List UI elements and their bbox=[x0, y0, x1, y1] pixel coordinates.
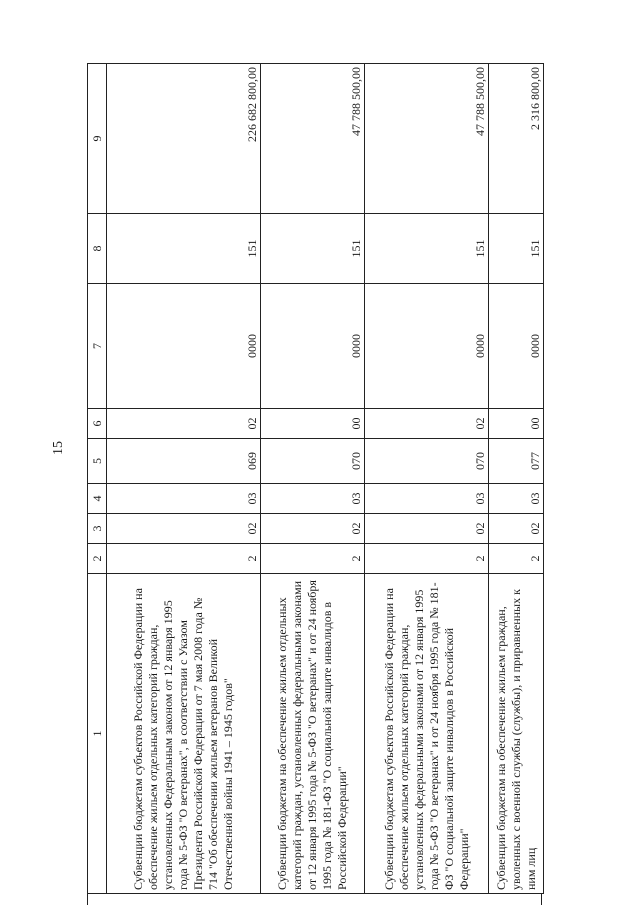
header-col-3: 3 bbox=[88, 514, 107, 544]
header-col-9: 9 bbox=[88, 64, 107, 214]
row-description: Субвенции бюджетам субъектов Российской Федерации на обеспечение жильем отдельных категорий граждан, установленных федеральными законами от 12 января 1995 года № 5-ФЗ "О ветеранах" и от 24 ноября 1995 года № 181-ФЗ "О социальной защите инвалидов в Российской Федерации" bbox=[365, 574, 489, 894]
table-row bbox=[489, 64, 544, 894]
code-cell: 0000 bbox=[261, 284, 365, 409]
table-row bbox=[261, 64, 365, 894]
budget-table-rotated bbox=[87, 64, 542, 894]
code-cell: 02 bbox=[365, 409, 489, 439]
code-cell: 02 bbox=[107, 409, 261, 439]
code-cell: 03 bbox=[107, 484, 261, 514]
code-cell: 070 bbox=[261, 439, 365, 484]
header-row bbox=[88, 64, 107, 894]
code-cell: 03 bbox=[489, 484, 544, 514]
code-cell: 151 bbox=[107, 214, 261, 284]
header-col-8: 8 bbox=[88, 214, 107, 284]
continuation-line bbox=[541, 894, 542, 905]
amount-cell: 47 788 500,00 bbox=[365, 64, 489, 214]
header-col-1: 1 bbox=[88, 574, 107, 894]
row-description: Субвенции бюджетам на обеспечение жильем граждан, уволенных с военной службы (службы), и приравненных к ним лиц bbox=[489, 574, 544, 894]
code-cell: 02 bbox=[261, 514, 365, 544]
amount-cell: 2 316 800,00 bbox=[489, 64, 544, 214]
code-cell: 02 bbox=[489, 514, 544, 544]
code-cell: 077 bbox=[489, 439, 544, 484]
header-col-7: 7 bbox=[88, 284, 107, 409]
page-number: 15 bbox=[51, 441, 66, 455]
code-cell: 2 bbox=[489, 544, 544, 574]
code-cell: 0000 bbox=[365, 284, 489, 409]
budget-table bbox=[87, 63, 544, 894]
table-row bbox=[365, 64, 489, 894]
row-description: Субвенции бюджетам субъектов Российской Федерации на обеспечение жильем отдельных категорий граждан, установленных Федеральным законом от 12 января 1995 года № 5-ФЗ "О ветеранах", в соответствии с Указом Президента Российской Федерации от 7 мая 2008 года № 714 "Об обеспечении жильем ветеранов Великой Отечественной войны 1941 – 1945 годов" bbox=[107, 574, 261, 894]
code-cell: 069 bbox=[107, 439, 261, 484]
code-cell: 03 bbox=[261, 484, 365, 514]
row-description: Субвенции бюджетам на обеспечение жильем отдельных категорий граждан, установленных федеральными законами от 12 января 1995 года № 5-ФЗ "О ветеранах" и от 24 ноября 1995 года № 181-ФЗ "О социальной защите инвалидов в Российской Федерации" bbox=[261, 574, 365, 894]
header-col-4: 4 bbox=[88, 484, 107, 514]
code-cell: 151 bbox=[489, 214, 544, 284]
code-cell: 151 bbox=[365, 214, 489, 284]
header-col-5: 5 bbox=[88, 439, 107, 484]
code-cell: 03 bbox=[365, 484, 489, 514]
code-cell: 151 bbox=[261, 214, 365, 284]
code-cell: 0000 bbox=[489, 284, 544, 409]
code-cell: 2 bbox=[365, 544, 489, 574]
code-cell: 2 bbox=[107, 544, 261, 574]
code-cell: 02 bbox=[107, 514, 261, 544]
code-cell: 2 bbox=[261, 544, 365, 574]
code-cell: 0000 bbox=[107, 284, 261, 409]
header-col-2: 2 bbox=[88, 544, 107, 574]
header-col-6: 6 bbox=[88, 409, 107, 439]
amount-cell: 226 682 800,00 bbox=[107, 64, 261, 214]
code-cell: 070 bbox=[365, 439, 489, 484]
table-row bbox=[107, 64, 261, 894]
amount-cell: 47 788 500,00 bbox=[261, 64, 365, 214]
code-cell: 00 bbox=[489, 409, 544, 439]
code-cell: 02 bbox=[365, 514, 489, 544]
code-cell: 00 bbox=[261, 409, 365, 439]
continuation-line bbox=[87, 894, 88, 905]
